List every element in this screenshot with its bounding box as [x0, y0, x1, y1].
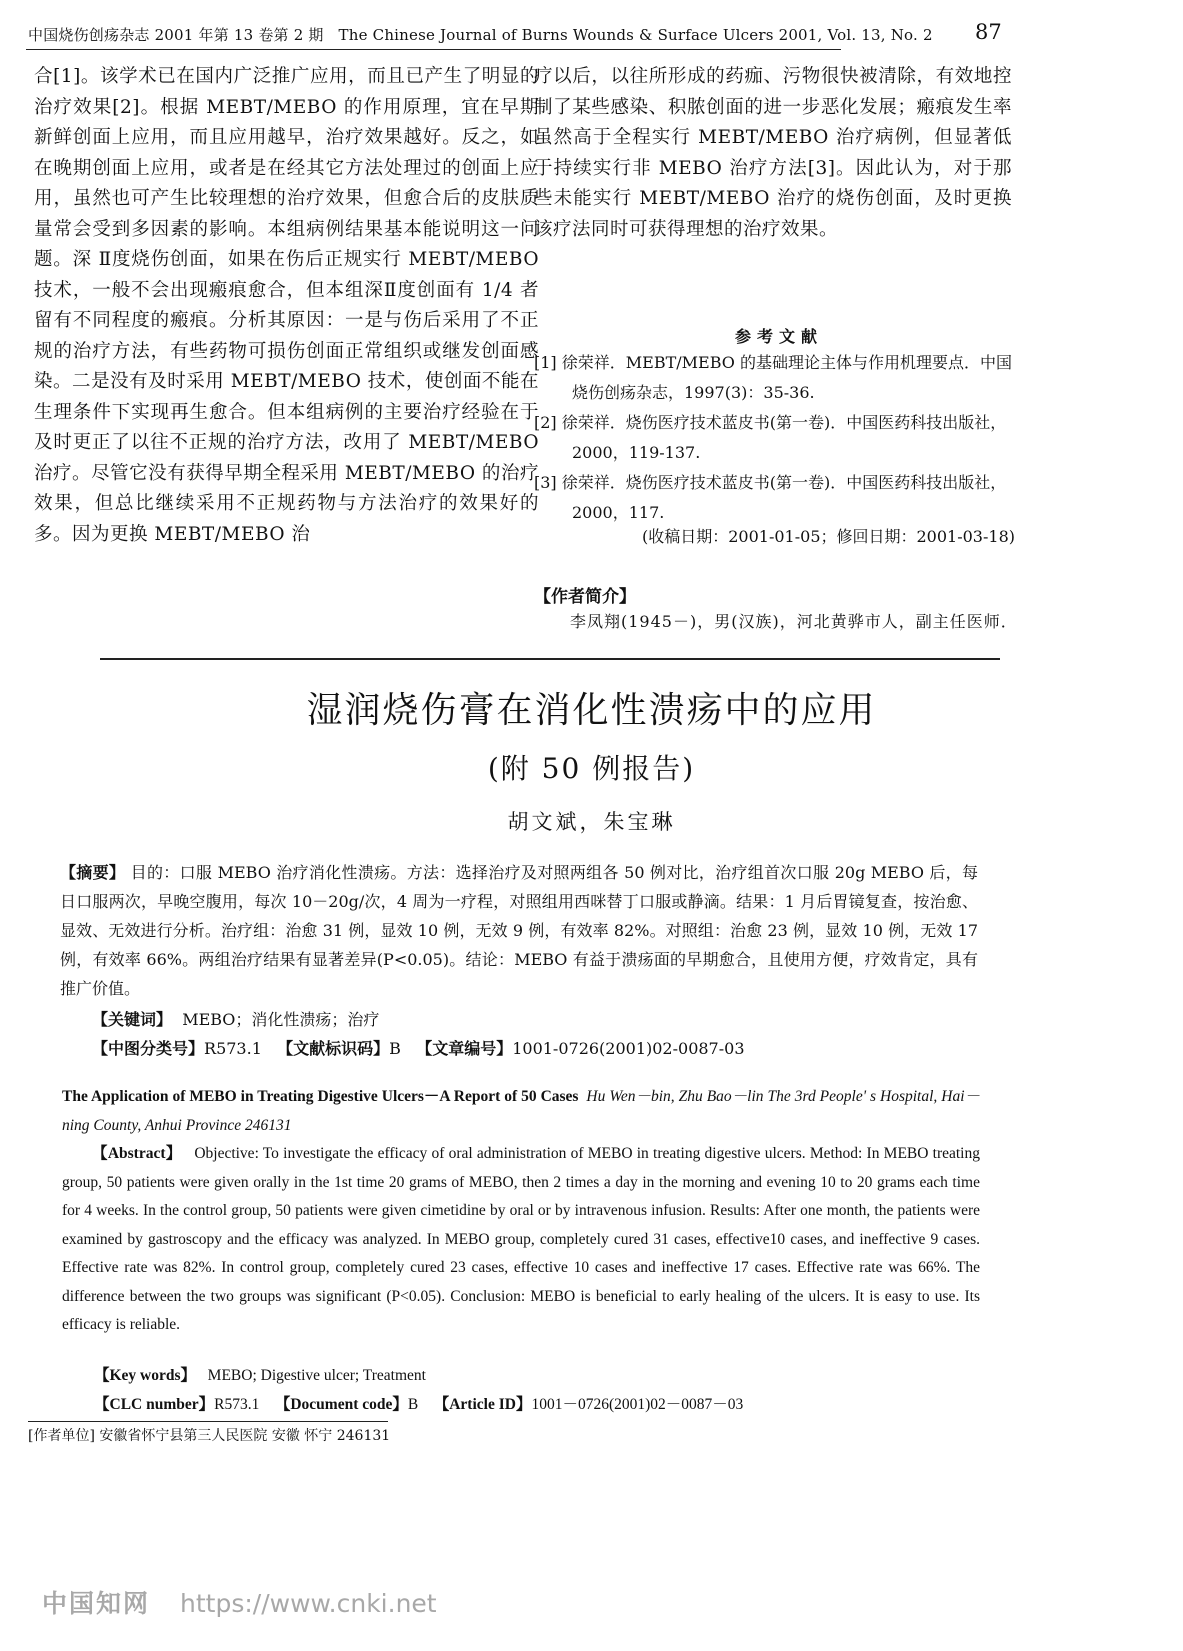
article-id-en-value: 1001－0726(2001)02－0087－03	[531, 1396, 744, 1413]
article-subtitle-cn: (附 50 例报告)	[487, 752, 696, 785]
article-id-value: 1001-0726(2001)02-0087-03	[512, 1039, 745, 1058]
abstract-en-text: Objective: To investigate the efficacy of oral administration of MEBO in treating digestive ulcers. Method: In MEBO treating group, 50 patients were given orally in the 1st time 20 grams of MEBO, then 2 times a day in the morning and evening 10 to 20 grams each time for 4 weeks. In the control group, 50 patients were given cimetidine by oral or by intravenous infusion. Results: After one month, the patients were examined by gastroscopy and the efficacy was analyzed. In MEBO group, completely cured 31 cases, effective10 cases, and ineffective 9 cases. Effective rate was 82%. In control group, completely cured 23 cases, effective 10 cases and ineffective 17 cases. Effective rate was 66%. The difference between the two groups was significant (P<0.05). Conclusion: MEBO is beneficial to early healing of the ulcers. It is easy to use. Its efficacy is reliable.	[62, 1145, 980, 1333]
article-id-label: 【文章编号】	[416, 1039, 513, 1058]
article-title-en: The Application of MEBO in Treating Digestive Ulcers－A Report of 50 Cases	[62, 1088, 579, 1105]
prev-article-right-column	[534, 62, 1012, 245]
keywords-en-text: MEBO; Digestive ulcer; Treatment	[207, 1367, 426, 1384]
article-title-cn: 湿润烧伤膏在消化性溃疡中的应用	[306, 690, 877, 731]
doc-code-en-value: B	[407, 1396, 419, 1413]
author-affiliation-footnote: [作者单位] 安徽省怀宁县第三人民医院 安徽 怀宁 246131	[28, 1428, 391, 1444]
reference-item: [3] 徐荣祥．烧伤医疗技术蓝皮书(第一卷)．中国医药科技出版社，2000，117.	[534, 473, 1007, 522]
prev-article-left-column	[34, 62, 539, 550]
clc-value: R573.1	[204, 1039, 262, 1058]
journal-name-cn: 中国烧伤创疡杂志 2001 年第 13 卷第 2 期	[28, 26, 324, 44]
abstract-cn-label: 【摘要】	[60, 863, 126, 882]
english-abstract-block	[62, 1083, 980, 1340]
abstract-cn	[60, 858, 978, 1003]
abstract-cn-text: 目的：口服 MEBO 治疗消化性溃疡。方法：选择治疗及对照两组各 50 例对比，治疗组首次口服 20g MEBO 后，每日口服两次，早晚空腹用，每次 10－20g/次，4 周为一疗程，对照组用西咪替丁口服或静滴。结果：1 月后胃镜复查，按治愈、显效、无效进行分析。治疗组：治愈 31 例，显效 10 例，无效 9 例，有效率 82%。对照组：治愈 23 例，显效 10 例，无效 17 例，有效率 66%。两组治疗结果有显著差异(P<0.05)。结论：MEBO 有益于溃疡面的早期愈合，且使用方便，疗效肯定，具有推广价值。	[60, 863, 978, 998]
reference-item: [1] 徐荣祥．MEBT/MEBO 的基础理论主体与作用机理要点．中国烧伤创疡杂志，1997(3)：35-36.	[534, 353, 1012, 402]
doc-code-value: B	[389, 1039, 401, 1058]
article-authors-cn: 胡文斌，朱宝琳	[507, 810, 676, 834]
clc-label: 【中图分类号】	[92, 1039, 205, 1058]
keywords-en	[94, 1363, 426, 1385]
reference-item: [2] 徐荣祥．烧伤医疗技术蓝皮书(第一卷)．中国医药科技出版社，2000，119-137.	[534, 413, 1007, 462]
classification-en	[94, 1392, 743, 1414]
keywords-en-label: 【Key words】	[94, 1367, 197, 1384]
header-rule	[26, 49, 841, 50]
abstract-en-label: 【Abstract】	[92, 1145, 182, 1162]
prev-article-paragraph: 合[1]。该学术已在国内广泛推广应用，而且已产生了明显的治疗效果[2]。根据 MEBT/MEBO 的作用原理，宜在早期新鲜创面上应用，而且应用越早，治疗效果越好。反之，如在晚期创面上应用，或者是在经其它方法处理过的创面上应用，虽然也可产生比较理想的治疗效果，但愈合后的皮肤质量常会受到多因素的影响。本组病例结果基本能说明这一问题。深 Ⅱ度烧伤创面，如果在伤后正规实行 MEBT/MEBO 技术，一般不会出现瘢痕愈合，但本组深Ⅱ度创面有 1/4 者留有不同程度的瘢痕。分析其原因：一是与伤后采用了不正规的治疗方法，有些药物可损伤创面正常组织或继发创面感染。二是没有及时采用 MEBT/MEBO 技术，使创面不能在生理条件下实现再生愈合。但本组病例的主要治疗经验在于及时更正了以往不正规的治疗方法，改用了 MEBT/MEBO 治疗。尽管它没有获得早期全程采用 MEBT/MEBO 的治疗效果，但总比继续采用不正规药物与方法治疗的效果好的多。因为更换 MEBT/MEBO 治	[34, 66, 539, 545]
references-heading: 参考文献	[735, 327, 824, 346]
doc-code-label: 【文献标识码】	[277, 1039, 390, 1058]
references-list	[534, 348, 1014, 528]
prev-article-paragraph-right: 疗以后，以往所形成的药痂、污物很快被清除，有效地控制了某些感染、积脓创面的进一步恶化发展；瘢痕发生率虽然高于全程实行 MEBT/MEBO 治疗病例，但显著低于持续实行非 MEBO 治疗方法[3]。因此认为，对于那些未能实行 MEBT/MEBO 治疗的烧伤创面，及时更换该疗法同时可获得理想的治疗效果。	[534, 66, 1012, 240]
footnote-rule	[28, 1421, 388, 1422]
page-number: 87	[975, 20, 1002, 44]
watermark-logo-text: 中国知网	[42, 1589, 151, 1618]
classification-cn	[92, 1036, 745, 1059]
author-bio-heading: 【作者简介】	[534, 587, 636, 607]
author-bio: 李凤翔(1945－)，男(汉族)，河北黄骅市人，副主任医师．	[570, 612, 1018, 631]
received-dates: (收稿日期：2001-01-05；修回日期：2001-03-18)	[642, 527, 1015, 546]
watermark-url: https://www.cnki.net	[180, 1589, 437, 1618]
keywords-cn-text: MEBO；消化性溃疡；治疗	[182, 1010, 380, 1029]
cnki-watermark	[42, 1584, 437, 1620]
keywords-cn	[92, 1007, 379, 1030]
journal-name-en: The Chinese Journal of Burns Wounds & Surface Ulcers 2001, Vol. 13, No. 2	[338, 26, 933, 44]
clc-en-label: 【CLC number】	[94, 1396, 215, 1413]
doc-code-en-label: 【Document code】	[274, 1396, 408, 1413]
article-id-en-label: 【Article ID】	[433, 1396, 532, 1413]
article-divider	[100, 658, 1000, 660]
clc-en-value: R573.1	[214, 1396, 260, 1413]
running-header	[28, 24, 933, 45]
keywords-cn-label: 【关键词】	[92, 1010, 173, 1029]
article-authors-en: Hu Wen－bin, Zhu Bao－lin The 3rd People' s Hospital, Hai－ning County, Anhui Province 246131	[62, 1088, 981, 1134]
